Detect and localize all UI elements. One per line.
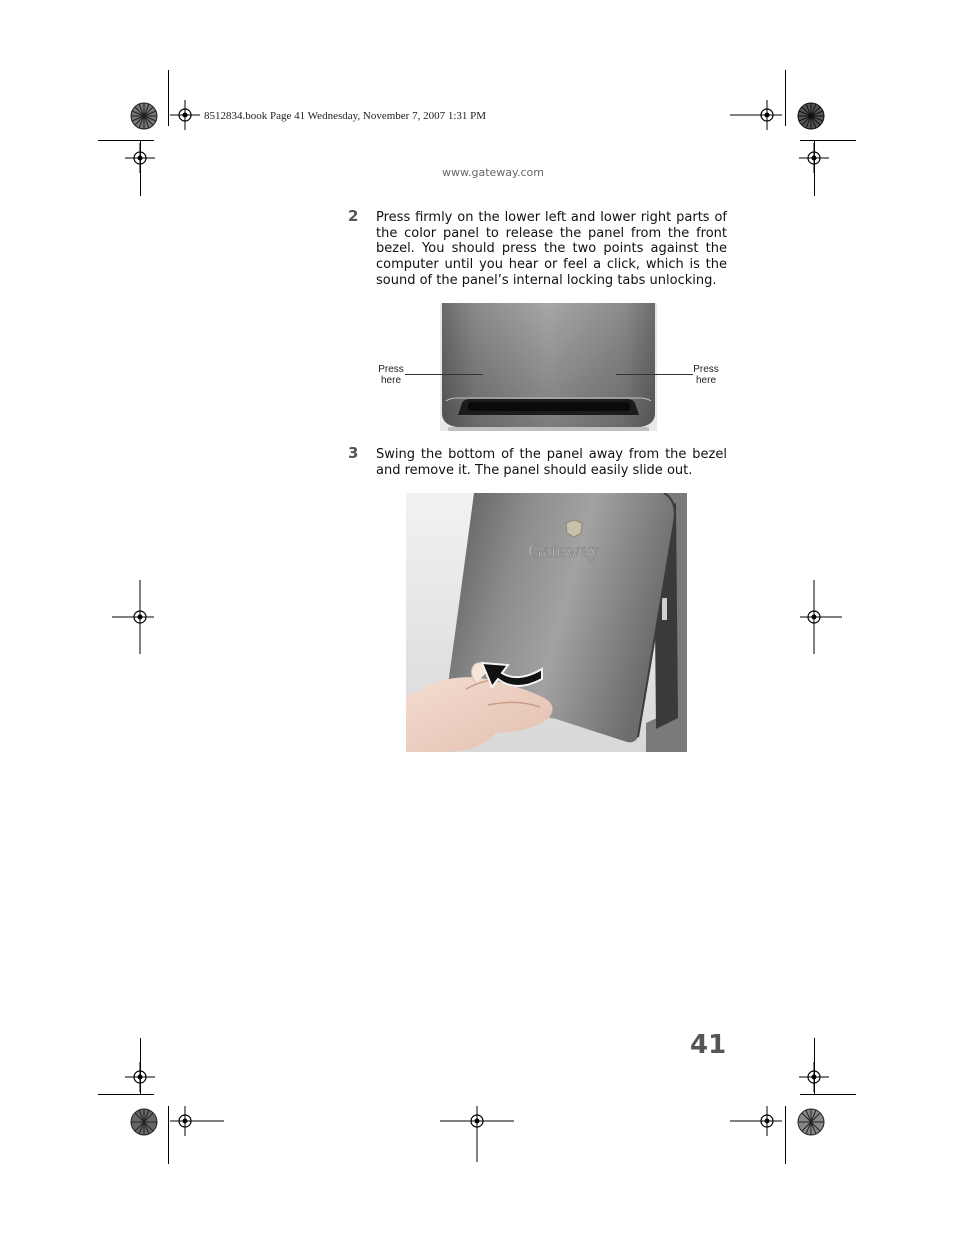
registration-target-icon xyxy=(800,580,842,654)
page-number: 41 xyxy=(690,1030,727,1060)
starburst-icon xyxy=(797,1108,825,1136)
registration-target-icon xyxy=(170,1106,224,1136)
callout-press-left: Press here xyxy=(378,364,404,386)
site-url: www.gateway.com xyxy=(442,166,544,179)
starburst-icon xyxy=(130,102,158,130)
crop-mark xyxy=(800,1094,856,1095)
callout-leader-line xyxy=(405,374,483,375)
registration-target-icon xyxy=(730,1106,782,1136)
crop-mark xyxy=(98,1094,154,1095)
crop-mark xyxy=(168,1106,169,1164)
registration-target-icon xyxy=(799,1062,829,1092)
registration-target-icon xyxy=(112,580,154,654)
panel-removal-figure xyxy=(406,493,687,752)
step-number: 3 xyxy=(348,444,359,462)
book-slug: 8512834.book Page 41 Wednesday, November 7, 2007 1:31 PM xyxy=(204,110,487,122)
registration-target-icon xyxy=(730,100,782,130)
crop-mark xyxy=(800,140,856,141)
crop-mark xyxy=(785,70,786,126)
step-text: Swing the bottom of the panel away from the bezel and remove it. The panel should easily slide out. xyxy=(376,447,727,478)
callout-leader-line xyxy=(616,374,693,375)
step-text: Press firmly on the lower left and lower right parts of the color panel to release the panel from the front bezel. You should press the two points against the computer until you hear or feel a click, which is the sound of the panel’s internal locking tabs unlocking. xyxy=(376,210,727,288)
registration-target-icon xyxy=(125,1062,155,1092)
crop-mark xyxy=(785,1106,786,1164)
panel-bottom-figure xyxy=(440,303,657,431)
step-number: 2 xyxy=(348,207,359,225)
crop-mark xyxy=(168,70,169,126)
registration-target-icon xyxy=(125,143,155,173)
logo-text: Gateway xyxy=(528,540,600,562)
registration-target-icon xyxy=(170,100,200,130)
starburst-icon xyxy=(797,102,825,130)
registration-target-icon xyxy=(799,143,829,173)
crop-mark xyxy=(98,140,154,141)
registration-target-icon xyxy=(440,1106,514,1162)
callout-press-right: Press here xyxy=(693,364,719,386)
starburst-icon xyxy=(130,1108,158,1136)
